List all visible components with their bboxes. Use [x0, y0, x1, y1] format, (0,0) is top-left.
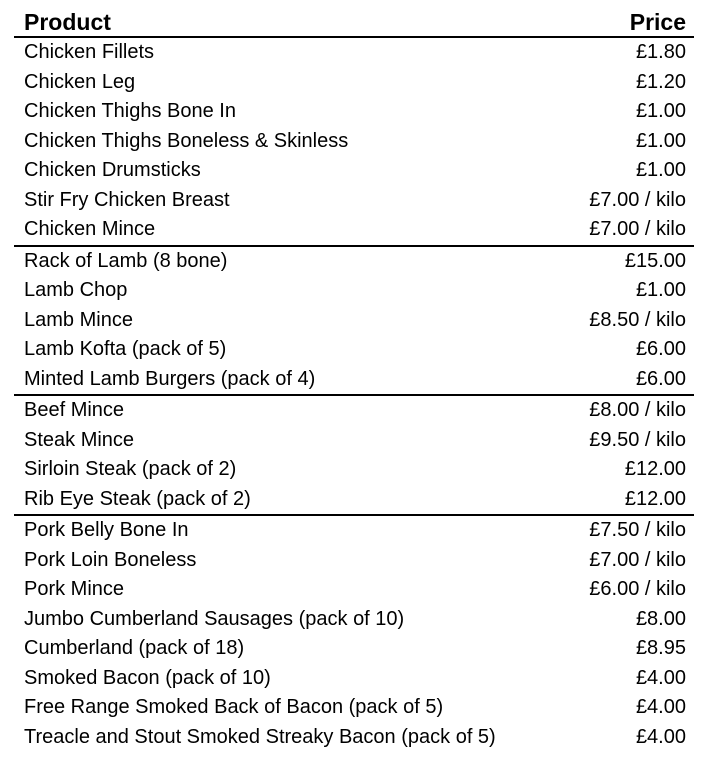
table-row [14, 186, 694, 216]
product-price: £4.00 [635, 725, 686, 748]
product-name: Smoked Bacon (pack of 10) [24, 666, 271, 689]
table-row [14, 723, 694, 753]
group-pork [14, 516, 694, 752]
product-name: Stir Fry Chicken Breast [24, 188, 230, 211]
product-name: Rib Eye Steak (pack of 2) [24, 487, 251, 510]
price-column-header: Price [629, 9, 686, 35]
table-row [14, 546, 694, 576]
product-price: £6.00 / kilo [589, 578, 686, 601]
product-name: Beef Mince [24, 399, 125, 422]
product-name: Cumberland (pack of 18) [24, 637, 245, 660]
product-column-header: Product [24, 9, 111, 35]
product-name: Lamb Mince [24, 308, 133, 331]
product-name: Chicken Leg [24, 70, 136, 93]
product-name: Lamb Kofta (pack of 5) [24, 338, 227, 361]
table-row [14, 156, 694, 186]
product-price: £1.80 [635, 41, 686, 64]
product-price: £1.00 [635, 129, 686, 152]
table-row [14, 127, 694, 157]
table-row [14, 426, 694, 456]
product-name: Steak Mince [24, 428, 135, 451]
product-price: £15.00 [624, 249, 686, 272]
group-lamb [14, 247, 694, 397]
product-name: Pork Loin Boneless [24, 548, 197, 571]
product-price: £8.00 [635, 607, 686, 630]
product-price: £1.00 [635, 279, 686, 302]
product-price: £7.00 / kilo [589, 188, 686, 211]
group-chicken [14, 38, 694, 247]
product-name: Sirloin Steak (pack of 2) [24, 458, 237, 481]
table-row [14, 575, 694, 605]
table-row [14, 693, 694, 723]
product-price: £8.50 / kilo [589, 308, 686, 331]
product-name: Rack of Lamb (8 bone) [24, 249, 228, 272]
product-name: Treacle and Stout Smoked Streaky Bacon (pack of 5) [24, 725, 496, 748]
product-name: Lamb Chop [24, 279, 128, 302]
product-price: £8.00 / kilo [589, 399, 686, 422]
table-row [14, 455, 694, 485]
product-price: £1.20 [635, 70, 686, 93]
table-row [14, 68, 694, 98]
table-row [14, 97, 694, 127]
product-name: Chicken Drumsticks [24, 159, 201, 182]
product-name: Pork Mince [24, 578, 125, 601]
table-row [14, 276, 694, 306]
product-price: £1.00 [635, 159, 686, 182]
product-name: Chicken Thighs Boneless & Skinless [24, 129, 349, 152]
product-name: Chicken Thighs Bone In [24, 100, 236, 123]
product-price: £7.50 / kilo [589, 519, 686, 542]
table-row [14, 38, 694, 68]
product-name: Free Range Smoked Back of Bacon (pack of 5) [24, 696, 444, 719]
table-header [14, 6, 694, 38]
product-name: Chicken Fillets [24, 41, 155, 64]
product-name: Jumbo Cumberland Sausages (pack of 10) [24, 607, 405, 630]
table-row [14, 215, 694, 245]
table-row [14, 605, 694, 635]
table-row [14, 247, 694, 277]
table-row [14, 396, 694, 426]
product-name: Pork Belly Bone In [24, 519, 189, 542]
product-price: £1.00 [635, 100, 686, 123]
product-price: £4.00 [635, 666, 686, 689]
product-price: £7.00 / kilo [589, 548, 686, 571]
table-row [14, 664, 694, 694]
product-price: £8.95 [635, 637, 686, 660]
product-price: £6.00 [635, 338, 686, 361]
price-list-table [14, 6, 694, 752]
product-name: Chicken Mince [24, 218, 156, 241]
table-row [14, 365, 694, 395]
product-name: Minted Lamb Burgers (pack of 4) [24, 367, 316, 390]
product-price: £9.50 / kilo [589, 428, 686, 451]
product-price: £12.00 [624, 458, 686, 481]
group-beef [14, 396, 694, 516]
table-row [14, 335, 694, 365]
product-price: £4.00 [635, 696, 686, 719]
table-row [14, 634, 694, 664]
table-row [14, 516, 694, 546]
product-price: £12.00 [624, 487, 686, 510]
table-row [14, 306, 694, 336]
product-price: £6.00 [635, 367, 686, 390]
product-price: £7.00 / kilo [589, 218, 686, 241]
table-row [14, 485, 694, 515]
